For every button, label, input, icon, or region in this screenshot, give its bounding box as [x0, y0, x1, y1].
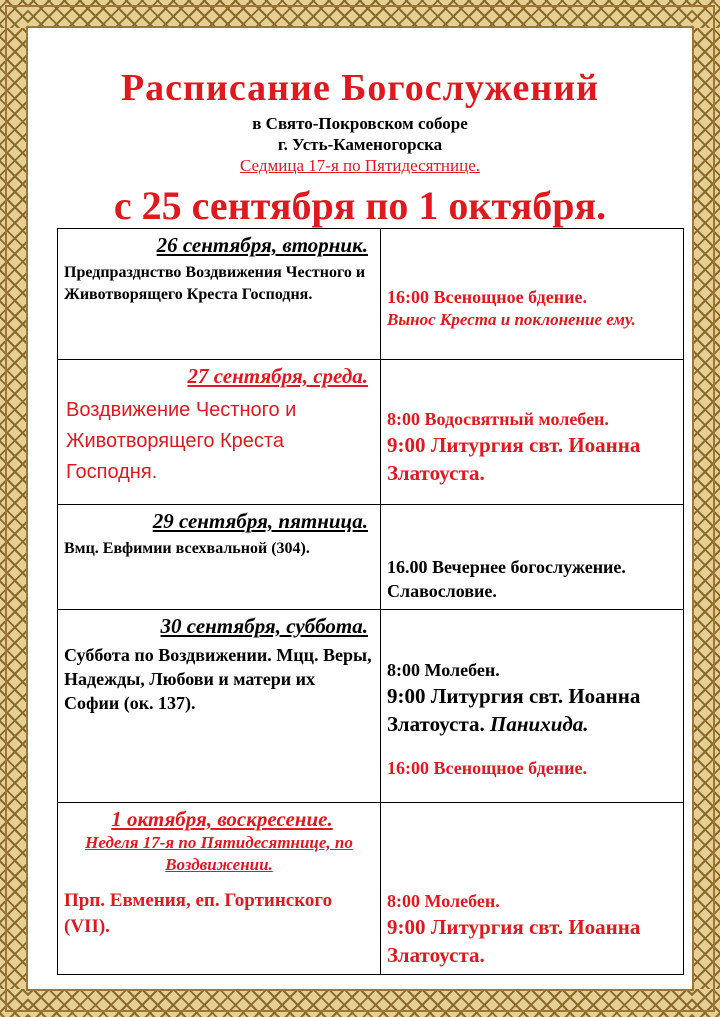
feast-name: Вмц. Евфимии всехвальной (304). — [64, 540, 310, 557]
day-info-cell — [58, 360, 381, 505]
services-cell — [381, 360, 684, 505]
feast-name: Суббота по Воздвижении. Мцц. Веры, Надежды, Любови и матери их Софии (ок. 137). — [64, 645, 372, 713]
service-item: 8:00 Молебен. — [387, 891, 500, 911]
day-date: 26 сентября, вторник. — [156, 233, 368, 257]
city-name: г. Усть-Каменогорска — [277, 135, 443, 154]
service-item: 8:00 Молебен. — [387, 660, 500, 680]
service-item: Вынос Креста и поклонение ему. — [387, 310, 636, 329]
service-item: 16:00 Всенощное бдение. — [387, 758, 588, 778]
service-item: 8:00 Водосвятный молебен. — [387, 409, 609, 429]
table-row — [58, 229, 684, 360]
services-cell — [381, 505, 684, 610]
day-info-cell — [58, 803, 381, 975]
sunday-subtitle: Неделя 17-я по Пятидесятнице, по Воздвижении. — [85, 833, 353, 874]
service-item: 9:00 Литургия свт. Иоанна Златоуста. — [387, 433, 641, 485]
table-row — [58, 803, 684, 975]
feast-name: Предпразднство Воздвижения Честного и Животворящего Креста Господня. — [64, 264, 366, 303]
services-cell — [381, 610, 684, 803]
feast-name: Воздвижение Честного и Животворящего Креста Господня. — [66, 399, 297, 483]
service-item: 16.00 Вечернее богослужение. Славословие. — [387, 557, 626, 601]
date-range: с 25 сентября по 1 октября. — [113, 183, 607, 228]
service-item-liturgy — [387, 682, 677, 738]
cathedral-name: в Свято-Покровском соборе — [252, 114, 468, 133]
table-row — [58, 360, 684, 505]
feast-name: Прп. Евмения, еп. Гортинского (VII). — [64, 890, 333, 937]
day-date: 27 сентября, среда. — [187, 364, 368, 388]
service-item: 9:00 Литургия свт. Иоанна Златоуста. — [387, 915, 641, 967]
service-item: 16:00 Всенощное бдение. — [387, 287, 588, 307]
table-row — [58, 610, 684, 803]
week-title: Седмица 17-я по Пятидесятнице. — [240, 156, 480, 175]
day-date: 29 сентября, пятница. — [152, 509, 368, 533]
services-cell — [381, 229, 684, 360]
day-info-cell — [58, 610, 381, 803]
service-note: Панихида. — [490, 712, 589, 736]
schedule-table — [57, 228, 684, 975]
day-info-cell — [58, 229, 381, 360]
day-date: 30 сентября, суббота. — [160, 614, 368, 638]
service-text: 9:00 Литургия свт. Иоанна Златоуста. — [387, 684, 641, 736]
services-cell — [381, 803, 684, 975]
day-info-cell — [58, 505, 381, 610]
day-date: 1 октября, воскресение. — [111, 807, 333, 831]
table-row — [58, 505, 684, 610]
page-title: Расписание Богослужений — [120, 67, 600, 109]
